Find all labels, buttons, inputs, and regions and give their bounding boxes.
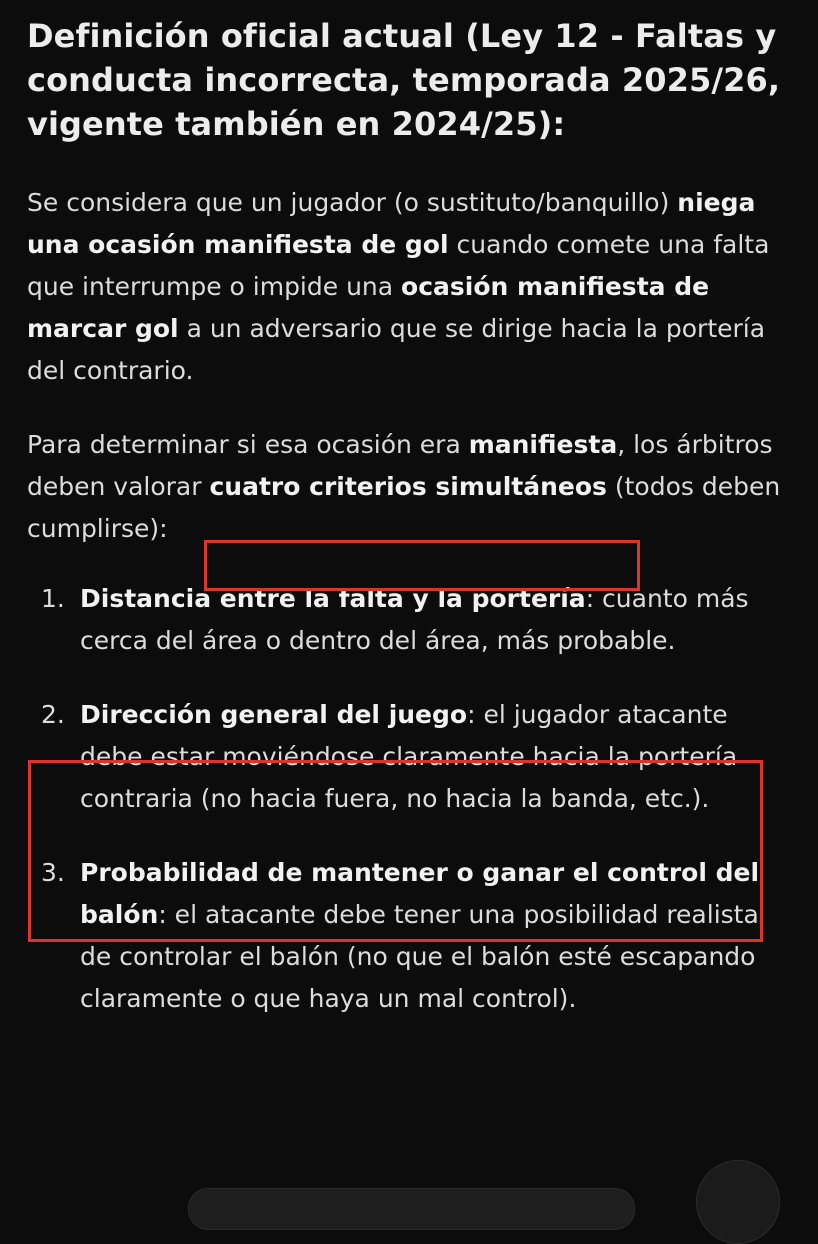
criterion-description: : el jugador atacante debe estar moviéndose claramente hacia la portería contraria (no hacia fuera, no hacia la banda, etc.).: [80, 700, 738, 813]
definition-bold-1: niega una ocasión manifiesta de gol: [27, 188, 756, 259]
criteria-intro-paragraph: [27, 424, 797, 550]
definition-paragraph: [27, 182, 797, 392]
criterion-description: : cuanto más cerca del área o dentro del área, más probable.: [80, 584, 749, 655]
criteria-intro-text-3: (todos deben cumplirse):: [27, 472, 781, 543]
section-heading: Definición oficial actual (Ley 12 - Faltas y conducta incorrecta, temporada 2025/26, vigente también en 2024/25):: [27, 17, 781, 143]
scroll-down-button[interactable]: [696, 1160, 780, 1244]
criterion-description: : el atacante debe tener una posibilidad realista de controlar el balón (no que el balón esté escapando claramente o que haya un mal control).: [80, 900, 759, 1013]
criteria-list-item: [27, 694, 797, 820]
list-item-number: 3.: [41, 858, 65, 887]
criteria-intro-text-2: , los árbitros deben valorar: [27, 430, 773, 501]
criteria-list-item: [27, 578, 797, 662]
criteria-list-item: [27, 852, 797, 1020]
list-item-number: 1.: [41, 584, 65, 613]
bottom-input-bar[interactable]: [188, 1188, 635, 1230]
criterion-title: Dirección general del juego: [80, 700, 468, 729]
criterion-title: Distancia entre la falta y la portería: [80, 584, 586, 613]
criteria-intro-bold-2: cuatro criterios simultáneos: [209, 472, 607, 501]
definition-bold-2: ocasión manifiesta de marcar gol: [27, 272, 710, 343]
criteria-list: [27, 578, 797, 1020]
criterion-title: Probabilidad de mantener o ganar el control del balón: [80, 858, 760, 929]
definition-text-2: cuando comete una falta que interrumpe o impide una: [27, 230, 770, 301]
list-item-number: 2.: [41, 700, 65, 729]
criteria-intro-bold-1: manifiesta: [468, 430, 618, 459]
definition-text-1: Se considera que un jugador (o sustituto/banquillo): [27, 188, 678, 217]
message-content: [27, 14, 797, 1020]
criteria-intro-text-1: Para determinar si esa ocasión era: [27, 430, 469, 459]
definition-text-3: a un adversario que se dirige hacia la portería del contrario.: [27, 314, 766, 385]
